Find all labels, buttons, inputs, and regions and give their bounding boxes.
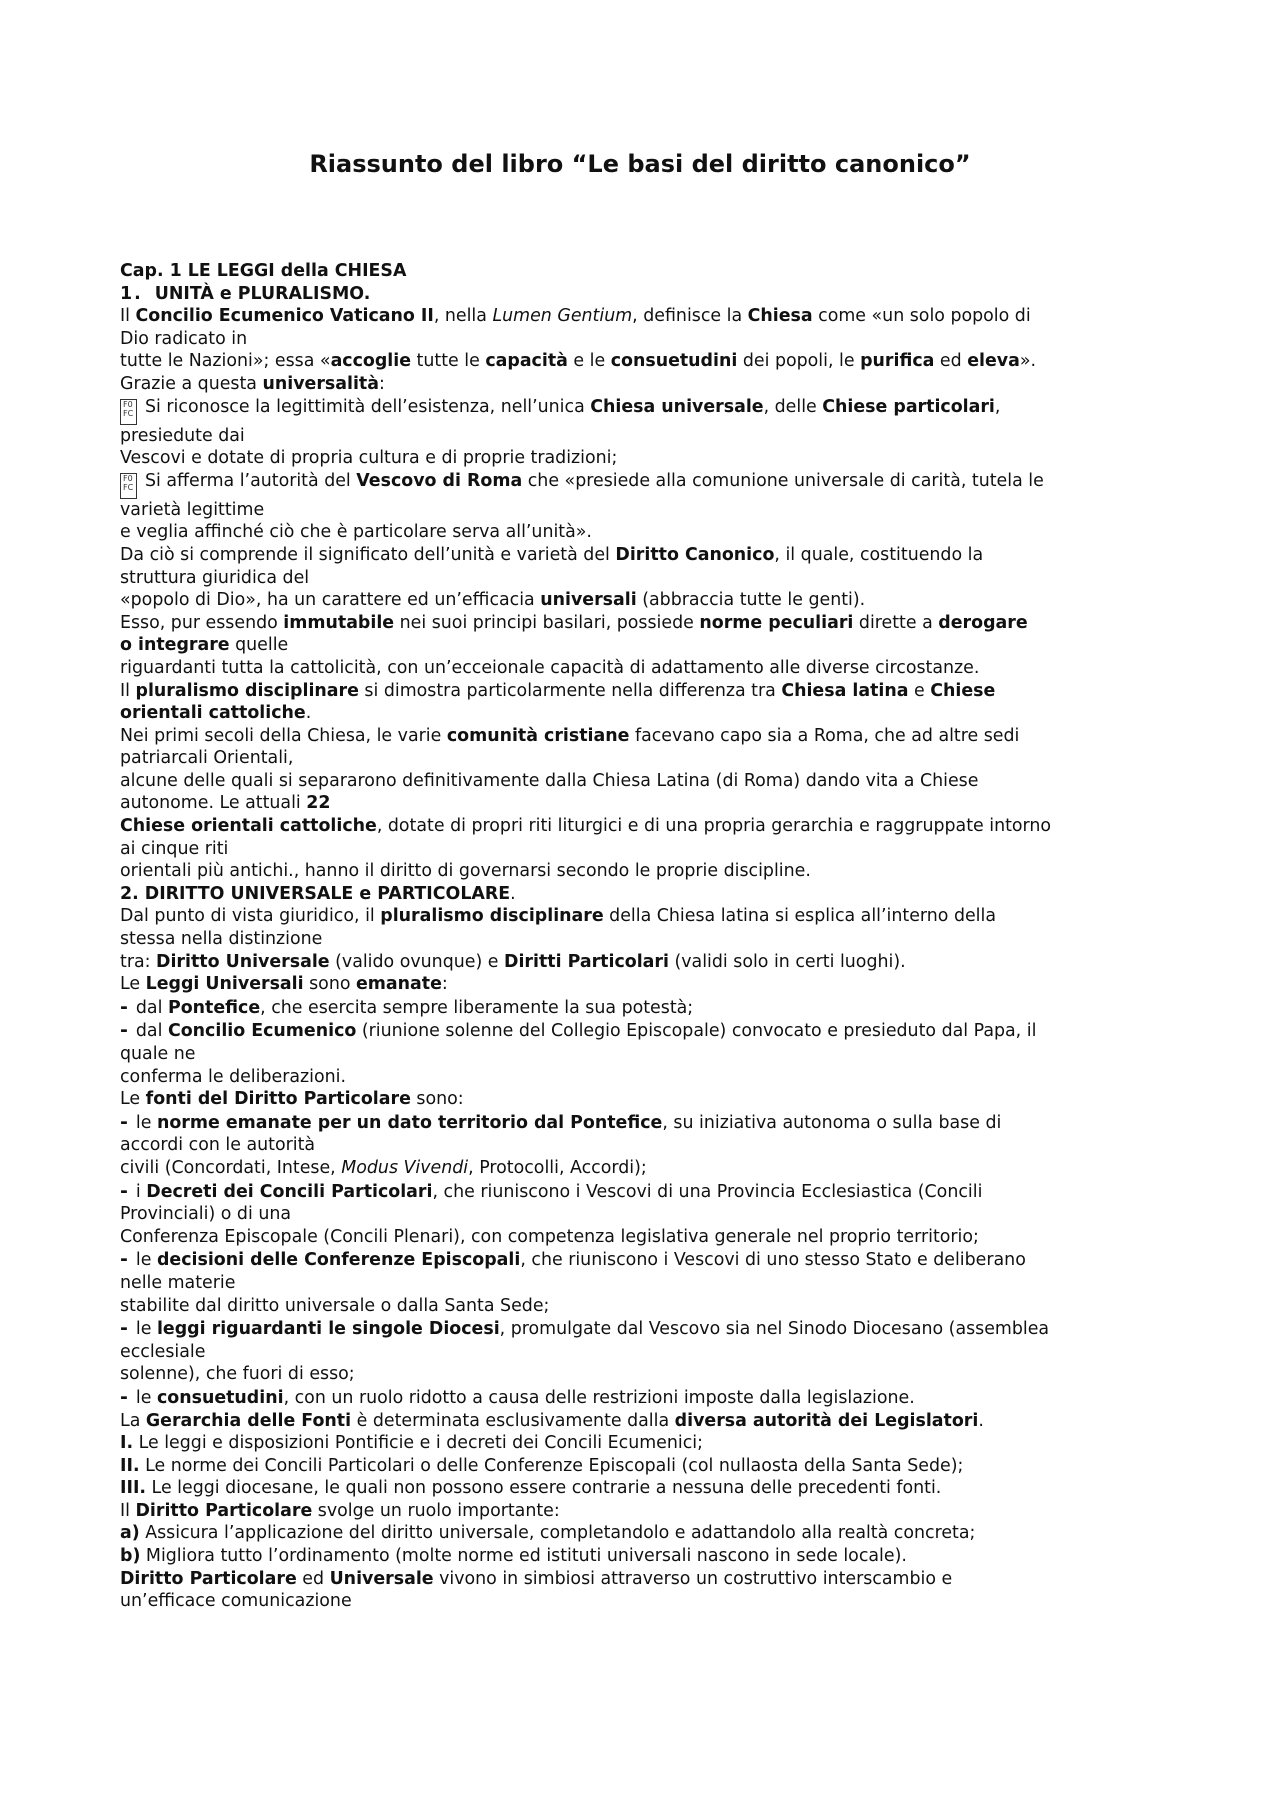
- paragraph: Diritto Particolare ed Universale vivono in simbiosi attraverso un costruttivo interscambio e: [120, 1568, 953, 1589]
- paragraph-line: un’efficace comunicazione: [120, 1591, 352, 1612]
- paragraph-line: o integrare quelle: [120, 635, 289, 656]
- dash-item-line: ecclesiale: [120, 1341, 206, 1362]
- dash-item-line: Provinciali) o di una: [120, 1204, 292, 1225]
- paragraph: Nei primi secoli della Chiesa, le varie comunità cristiane facevano capo sia a Roma, che ad altre sedi: [120, 725, 1020, 746]
- paragraph: Le fonti del Diritto Particolare sono:: [120, 1089, 464, 1110]
- paragraph-line: riguardanti tutta la cattolicità, con un’ecceionale capacità di adattamento alle diverse circostanze.: [120, 657, 980, 678]
- missing-glyph-icon: F0 FC: [120, 473, 137, 499]
- ranked-item: II. Le norme dei Concili Particolari o delle Conferenze Episcopali (col nullaosta della Santa Sede);: [120, 1455, 964, 1476]
- paragraph-line: alcune delle quali si separarono definitivamente dalla Chiesa Latina (di Roma) dando vita a Chiese: [120, 770, 979, 791]
- chapter-heading: Cap. 1 LE LEGGI della CHIESA: [120, 261, 407, 281]
- paragraph-line: ai cinque riti: [120, 838, 229, 859]
- dash-item-line: quale ne: [120, 1044, 196, 1064]
- dash-item-line: solenne), che fuori di esso;: [120, 1364, 355, 1385]
- paragraph-line: Dio radicato in: [120, 328, 248, 349]
- bullet-item-line: presiedute dai: [120, 425, 245, 446]
- dash-item-line: accordi con le autorità: [120, 1135, 316, 1156]
- paragraph: La Gerarchia delle Fonti è determinata esclusivamente dalla diversa autorità dei Legislatori.: [120, 1410, 984, 1431]
- ranked-item: I. Le leggi e disposizioni Pontificie e i decreti dei Concili Ecumenici;: [120, 1433, 703, 1454]
- dash-item: - le consuetudini, con un ruolo ridotto a causa delle restrizioni imposte dalla legislazione.: [120, 1385, 915, 1408]
- bullet-item: F0 FC Si riconosce la legittimità dell’esistenza, nell’unica Chiesa universale, delle Chiese particolari,: [120, 396, 1160, 425]
- paragraph-line: stessa nella distinzione: [120, 929, 323, 950]
- paragraph-line: orientali più antichi., hanno il diritto di governarsi secondo le proprie discipline.: [120, 861, 811, 882]
- paragraph-line: orientali cattoliche.: [120, 703, 312, 724]
- dash-item: - le norme emanate per un dato territorio dal Pontefice, su iniziativa autonoma o sulla base di: [120, 1110, 1002, 1133]
- paragraph-line: «popolo di Dio», ha un carattere ed un’efficacia universali (abbraccia tutte le genti).: [120, 590, 866, 611]
- dash-item: - i Decreti dei Concili Particolari, che riuniscono i Vescovi di una Provincia Ecclesiastica (Concili: [120, 1179, 983, 1202]
- dash-item-line: stabilite dal diritto universale o dalla Santa Sede;: [120, 1295, 550, 1316]
- dash-item-line: nelle materie: [120, 1272, 236, 1293]
- paragraph-line: tra: Diritto Universale (valido ovunque) e Diritti Particolari (validi solo in certi luoghi).: [120, 951, 906, 972]
- dash-item: - dal Pontefice, che esercita sempre liberamente la sua potestà;: [120, 995, 694, 1018]
- document-body: [120, 260, 1160, 1613]
- paragraph: Il Diritto Particolare svolge un ruolo importante:: [120, 1500, 560, 1521]
- paragraph: Dal punto di vista giuridico, il pluralismo disciplinare della Chiesa latina si esplica all’interno della: [120, 906, 996, 927]
- paragraph-line: tutte le Nazioni»; essa «accoglie tutte le capacità e le consuetudini dei popoli, le purifica ed eleva».: [120, 351, 1036, 372]
- dash-item-line: conferma le deliberazioni.: [120, 1066, 347, 1087]
- document-title: Riassunto del libro “Le basi del diritto canonico”: [309, 150, 971, 178]
- paragraph-line: struttura giuridica del: [120, 567, 310, 588]
- bullet-item: F0 FC Si afferma l’autorità del Vescovo di Roma che «presiede alla comunione universale di carità, tutela le: [120, 470, 1160, 499]
- paragraph: Da ciò si comprende il significato dell’unità e varietà del Diritto Canonico, il quale, costituendo la: [120, 544, 984, 565]
- bullet-item-line: e veglia affinché ciò che è particolare serva all’unità».: [120, 522, 592, 543]
- ranked-item: III. Le leggi diocesane, le quali non possono essere contrarie a nessuna delle precedenti fonti.: [120, 1478, 942, 1499]
- dash-item: - le leggi riguardanti le singole Diocesi, promulgate dal Vescovo sia nel Sinodo Diocesano (assemblea: [120, 1317, 1050, 1340]
- paragraph: Esso, pur essendo immutabile nei suoi principi basilari, possiede norme peculiari dirette a derogare: [120, 612, 1028, 633]
- paragraph-line: Chiese orientali cattoliche, dotate di propri riti liturgici e di una propria gerarchia e raggruppate intorno: [120, 816, 1052, 837]
- dash-item-line: Conferenza Episcopale (Concili Plenari), con competenza legislativa generale nel proprio territorio;: [120, 1226, 979, 1247]
- paragraph: Il Concilio Ecumenico Vaticano II, nella Lumen Gentium, definisce la Chiesa come «un solo popolo di: [120, 306, 1031, 327]
- bullet-item-line: Vescovi e dotate di propria cultura e di proprie tradizioni;: [120, 448, 618, 469]
- section-heading-2: 2. DIRITTO UNIVERSALE e PARTICOLARE.: [120, 883, 516, 904]
- paragraph-line: autonome. Le attuali 22: [120, 793, 331, 814]
- paragraph: Le Leggi Universali sono emanate:: [120, 974, 448, 995]
- dash-item: - dal Concilio Ecumenico (riunione solenne del Collegio Episcopale) convocato e presieduto dal Papa, il: [120, 1019, 1037, 1042]
- missing-glyph-icon: F0 FC: [120, 399, 137, 425]
- dash-item-line: civili (Concordati, Intese, Modus Vivendi, Protocolli, Accordi);: [120, 1157, 647, 1178]
- paragraph: Il pluralismo disciplinare si dimostra particolarmente nella differenza tra Chiesa latina e Chiese: [120, 680, 996, 701]
- dash-item: - le decisioni delle Conferenze Episcopali, che riuniscono i Vescovi di uno stesso Stato e deliberano: [120, 1248, 1026, 1271]
- bullet-item-line: varietà legittime: [120, 499, 265, 520]
- paragraph-line: Grazie a questa universalità:: [120, 373, 385, 394]
- lettered-item: b) Migliora tutto l’ordinamento (molte norme ed istituti universali nascono in sede locale).: [120, 1546, 907, 1567]
- lettered-item: a) Assicura l’applicazione del diritto universale, completandolo e adattandolo alla realtà concreta;: [120, 1523, 976, 1544]
- paragraph-line: patriarcali Orientali,: [120, 748, 294, 769]
- section-heading-1: 1. UNITÀ e PLURALISMO.: [120, 283, 371, 304]
